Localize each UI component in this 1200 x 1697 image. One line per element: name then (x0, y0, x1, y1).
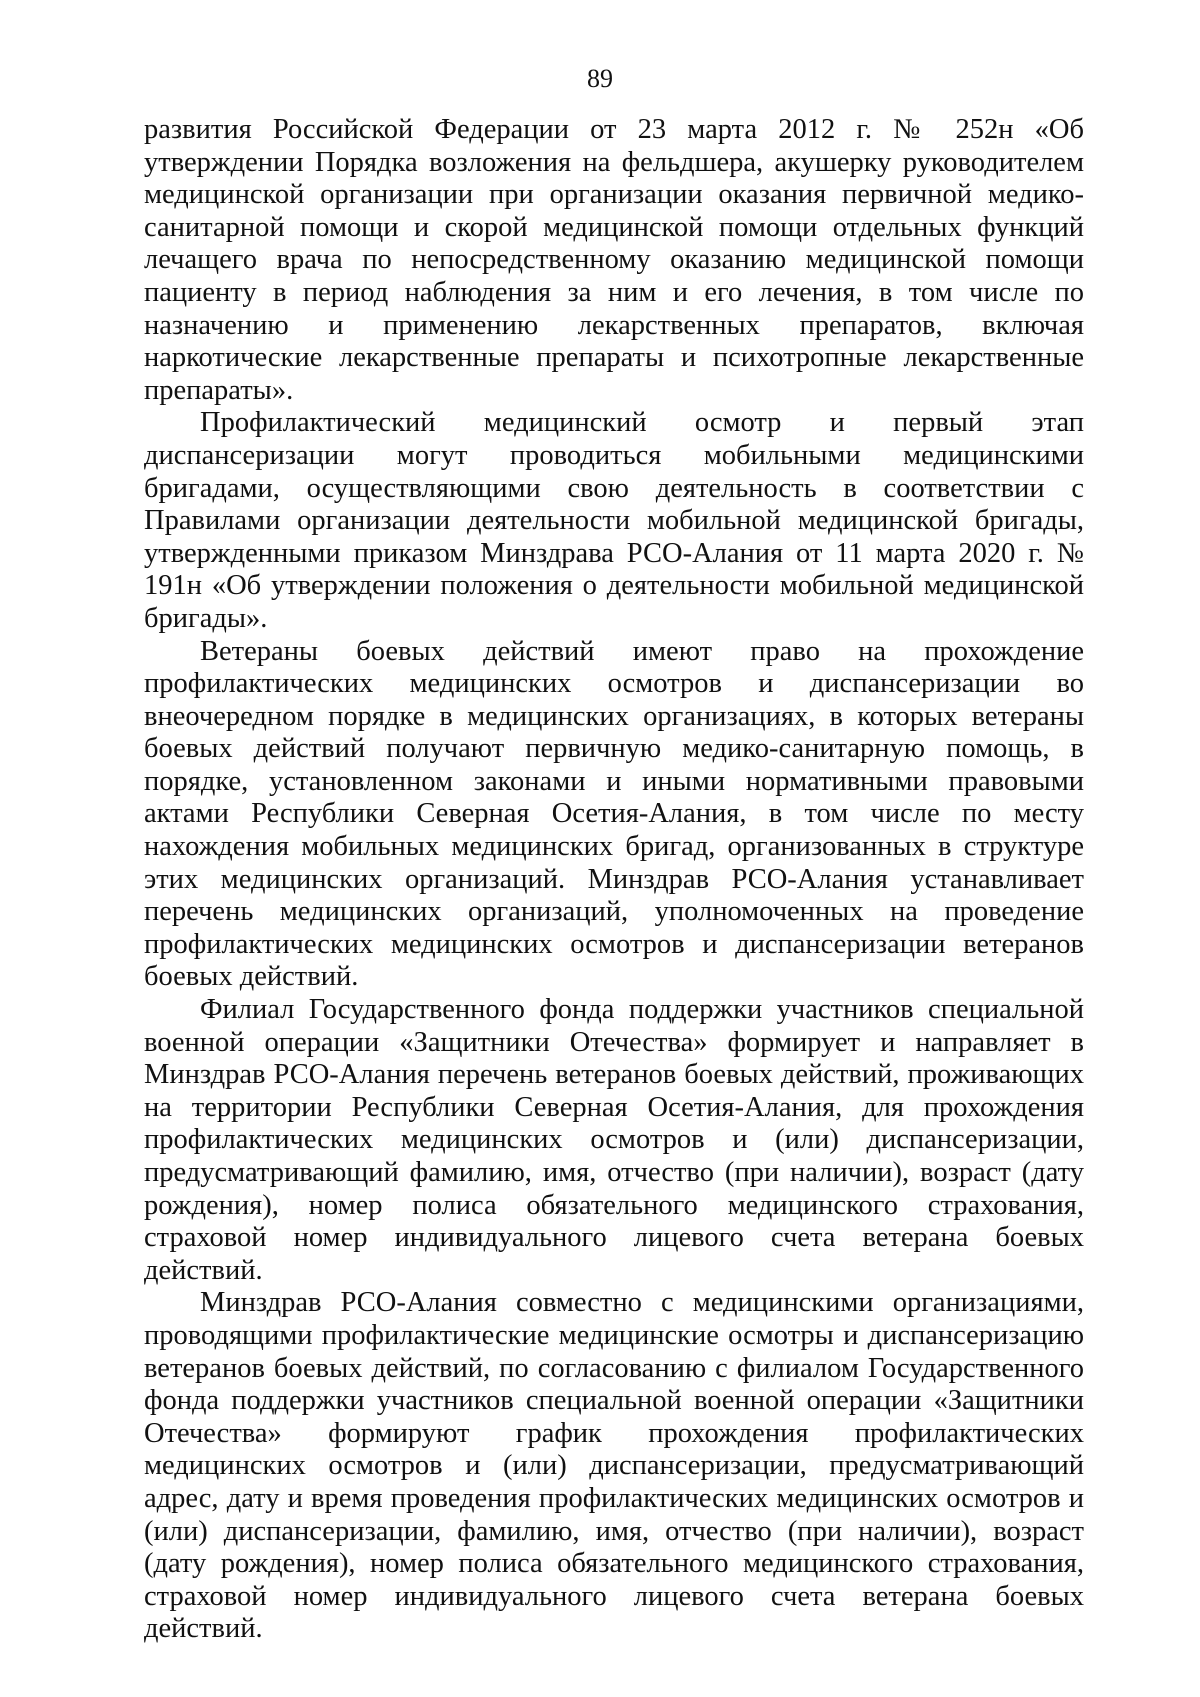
paragraph-mobile-brigades: Профилактический медицинский осмотр и первый этап диспансеризации могут проводиться мобильными медицинскими бригадами, осуществляющими свою деятельность в соответствии с Правилами организации деятельности мобильной медицинской бригады, утвержденными приказом Минздрава РСО-Алания от 11 марта 2020 г. № 191н «Об утверждении положения о деятельности мобильной медицинской бригады». (144, 407, 1084, 634)
paragraph-continuation: развития Российской Федерации от 23 марта 2012 г. № 252н «Об утверждении Порядка возложения на фельдшера, акушерку руководителем медицинской организации при организации оказания первичной медико-санитарной помощи и скорой медицинской помощи отдельных функций лечащего врача по непосредственному оказанию медицинской помощи пациенту в период наблюдения за ним и его лечения, в том числе по назначению и применению лекарственных препаратов, включая наркотические лекарственные препараты и психотропные лекарственные препараты». (144, 114, 1084, 406)
document-body (144, 114, 1084, 1646)
paragraph-fund-branch-list: Филиал Государственного фонда поддержки участников специальной военной операции «Защитники Отечества» формирует и направляет в Минздрав РСО-Алания перечень ветеранов боевых действий, проживающих на территории Республики Северная Осетия-Алания, для прохождения профилактических медицинских осмотров и (или) диспансеризации, предусматривающий фамилию, имя, отчество (при наличии), возраст (дату рождения), номер полиса обязательного медицинского страхования, страховой номер индивидуального лицевого счета ветерана боевых действий. (144, 994, 1084, 1286)
paragraph-veterans-rights: Ветераны боевых действий имеют право на прохождение профилактических медицинских осмотров и диспансеризации во внеочередном порядке в медицинских организациях, в которых ветераны боевых действий получают первичную медико-санитарную помощь, в порядке, установленном законами и иными нормативными правовыми актами Республики Северная Осетия-Алания, в том числе по месту нахождения мобильных медицинских бригад, организованных в структуре этих медицинских организаций. Минздрав РСО-Алания устанавливает перечень медицинских организаций, уполномоченных на проведение профилактических медицинских осмотров и диспансеризации ветеранов боевых действий. (144, 635, 1084, 993)
paragraph-schedule: Минздрав РСО-Алания совместно с медицинскими организациями, проводящими профилактические медицинские осмотры и диспансеризацию ветеранов боевых действий, по согласованию с филиалом Государственного фонда поддержки участников специальной военной операции «Защитники Отечества» формируют график прохождения профилактических медицинских осмотров и (или) диспансеризации, предусматривающий адрес, дату и время проведения профилактических медицинских осмотров и (или) диспансеризации, фамилию, имя, отчество (при наличии), возраст (дату рождения), номер полиса обязательного медицинского страхования, страховой номер индивидуального лицевого счета ветерана боевых действий. (144, 1287, 1084, 1645)
page-number: 89 (587, 64, 613, 93)
